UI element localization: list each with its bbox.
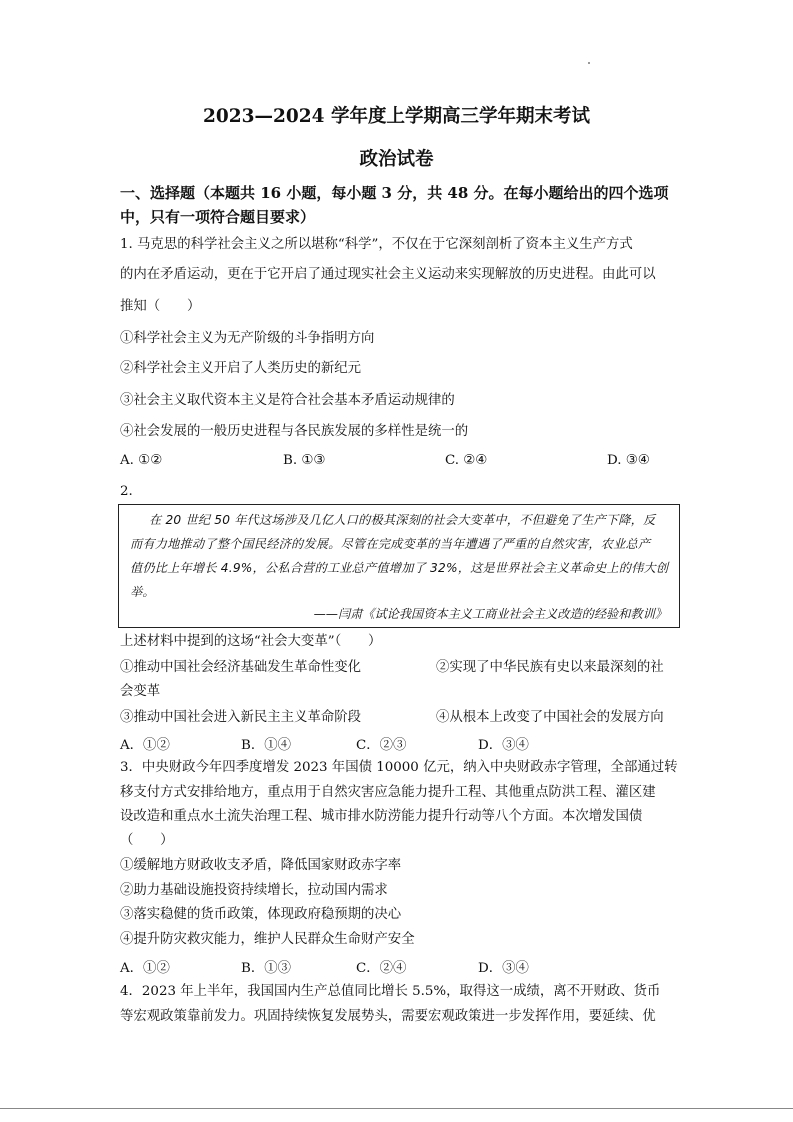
q3-option-d: D．③④ bbox=[478, 961, 529, 976]
q2-quote-line2: 而有力地推动了整个国民经济的发展。尽管在完成变革的当年遭遇了严重的自然灾害，农业总产 bbox=[130, 537, 651, 551]
q1-statement-4: ④社会发展的一般历史进程与各民族发展的多样性是统一的 bbox=[120, 424, 469, 439]
page-bottom-rule bbox=[0, 1108, 793, 1109]
q2-quote-line3: 值仍比上年增长 4.9%，公私合营的工业总产值增加了 32%，这是世界社会主义革命史上的伟大创 bbox=[130, 561, 669, 575]
q2-statement-1: ①推动中国社会经济基础发生革命性变化 bbox=[120, 660, 362, 675]
page-title: 2023—2024 学年度上学期高三学年期末考试 bbox=[203, 106, 590, 127]
q2-stem: 上述材料中提到的这场“社会大变革”（ ） bbox=[120, 634, 382, 649]
q1-option-b: B. ①③ bbox=[283, 453, 326, 468]
q3-stem-line2: 移支付方式安排给地方，重点用于自然灾害应急能力提升工程、其他重点防洪工程、灌区建 bbox=[120, 785, 656, 800]
scan-dot bbox=[588, 62, 590, 64]
section-heading-line2: 中，只有一项符合题目要求） bbox=[120, 208, 316, 226]
q2-statement-3: ③推动中国社会进入新民主主义革命阶段 bbox=[120, 710, 362, 725]
section-heading-line1: 一、选择题（本题共 16 小题，每小题 3 分，共 48 分。在每小题给出的四个选项 bbox=[120, 184, 669, 202]
q4-stem-line1: 4．2023 年上半年，我国国内生产总值同比增长 5.5%，取得这一成绩，离不开财政、货币 bbox=[120, 984, 661, 999]
q1-statement-1: ①科学社会主义为无产阶级的斗争指明方向 bbox=[120, 331, 375, 346]
q2-number: 2. bbox=[120, 484, 133, 499]
q2-option-d: D．③④ bbox=[478, 738, 529, 753]
q3-statement-2: ②助力基础设施投资持续增长，拉动国内需求 bbox=[120, 883, 388, 898]
q1-statement-3: ③社会主义取代资本主义是符合社会基本矛盾运动规律的 bbox=[120, 393, 455, 408]
q1-option-c: C. ②④ bbox=[445, 453, 488, 468]
q2-option-a: A．①② bbox=[120, 738, 170, 753]
q2-statement-4: ④从根本上改变了中国社会的发展方向 bbox=[436, 710, 664, 725]
q1-stem-line2: 的内在矛盾运动，更在于它开启了通过现实社会主义运动来实现解放的历史进程。由此可以 bbox=[120, 267, 656, 282]
q3-option-c: C．②④ bbox=[356, 961, 407, 976]
q3-stem-line3: 设改造和重点水土流失治理工程、城市排水防涝能力提升行动等八个方面。本次增发国债 bbox=[120, 809, 643, 824]
q2-option-c: C．②③ bbox=[356, 738, 407, 753]
q3-statement-4: ④提升防灾救灾能力，维护人民群众生命财产安全 bbox=[120, 932, 415, 947]
q2-statement-2-cont: 会变革 bbox=[120, 684, 161, 699]
q3-statement-3: ③落实稳健的货币政策，体现政府稳预期的决心 bbox=[120, 907, 402, 922]
page-subtitle: 政治试卷 bbox=[359, 149, 434, 170]
q2-option-b: B．①④ bbox=[241, 738, 292, 753]
q1-stem-line1: 1. 马克思的科学社会主义之所以堪称“科学”，不仅在于它深刻剖析了资本主义生产方式 bbox=[120, 237, 633, 252]
q3-option-b: B．①③ bbox=[241, 961, 292, 976]
q3-stem-line1: 3．中央财政今年四季度增发 2023 年国债 10000 亿元，纳入中央财政赤字管理，全部通过转 bbox=[120, 760, 678, 775]
q3-stem-line4: （ ） bbox=[120, 833, 174, 848]
q1-statement-2: ②科学社会主义开启了人类历史的新纪元 bbox=[120, 361, 362, 376]
q3-statement-1: ①缓解地方财政收支矛盾，降低国家财政赤字率 bbox=[120, 858, 402, 873]
q1-option-a: A. ①② bbox=[120, 453, 163, 468]
q2-quote-source: ——闫肃《试论我国资本主义工商业社会主义改造的经验和教训》 bbox=[313, 607, 667, 621]
q2-quote-box bbox=[118, 504, 680, 628]
q2-statement-2: ②实现了中华民族有史以来最深刻的社 bbox=[436, 660, 664, 675]
q2-quote-line4: 举。 bbox=[130, 585, 155, 599]
q1-option-d: D. ③④ bbox=[607, 453, 650, 468]
q1-stem-line3: 推知（ ） bbox=[120, 299, 201, 314]
q3-option-a: A．①② bbox=[120, 961, 170, 976]
q2-quote-line1: 在 20 世纪 50 年代这场涉及几亿人口的极其深刻的社会大变革中，不但避免了生产下降，反 bbox=[149, 513, 656, 527]
q4-stem-line2: 等宏观政策靠前发力。巩固持续恢复发展势头，需要宏观政策进一步发挥作用，要延续、优 bbox=[120, 1009, 656, 1024]
